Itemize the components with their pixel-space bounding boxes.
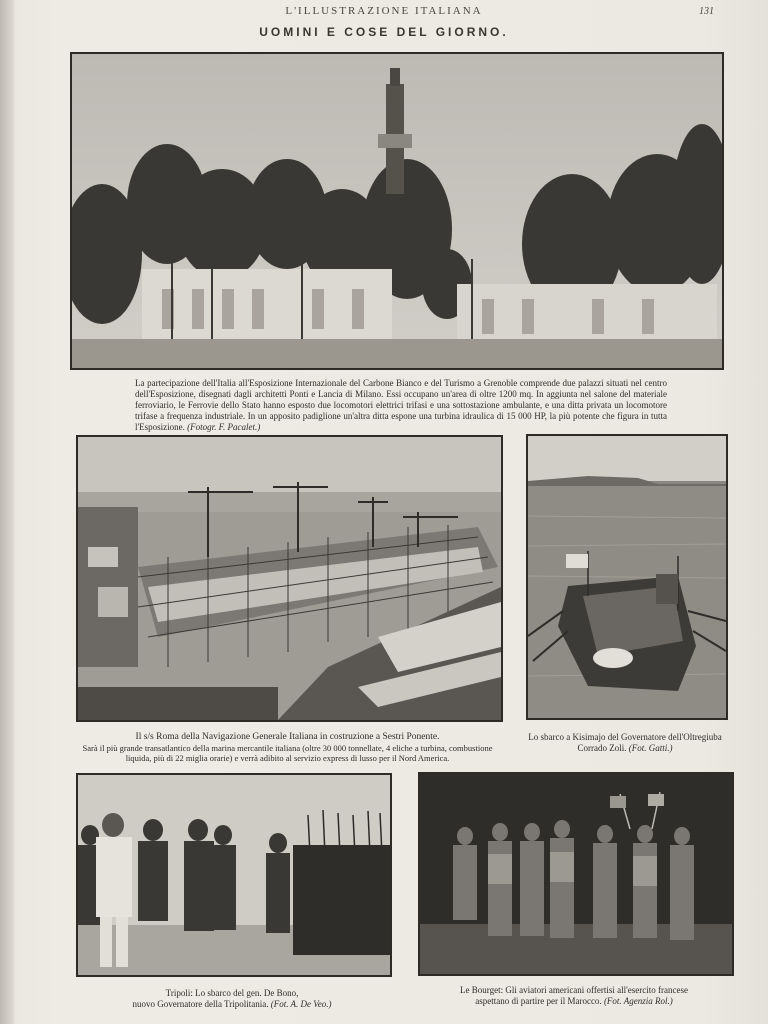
boat-image <box>528 436 726 718</box>
shipyard-image <box>78 437 501 720</box>
caption-roma <box>76 732 499 763</box>
section-title: UOMINI E COSE DEL GIORNO. <box>259 25 509 39</box>
caption-le-bourget <box>418 985 730 1007</box>
caption-tripoli-line1: Tripoli: Lo sbarco del gen. De Bono, <box>165 988 299 998</box>
photo-grenoble-exposition <box>70 52 724 370</box>
caption-kisimajo-text: Lo sbarco a Kisimajo del Governatore dell'Oltregiuba Corrado Zoli. <box>528 732 722 753</box>
aviators-image <box>420 774 732 974</box>
binding-edge <box>0 0 14 1024</box>
running-head: L'ILLUSTRAZIONE ITALIANA <box>285 5 483 17</box>
photo-tripoli-de-bono <box>76 773 392 977</box>
page-number: 131 <box>699 6 714 17</box>
caption-grenoble-credit: (Fotogr. F. Pacalet.) <box>187 422 261 432</box>
caption-roma-title: Il s/s Roma della Navigazione Generale Italiana in costruzione a Sestri Ponente. <box>135 732 440 742</box>
caption-bourget-line1: Le Bourget: Gli aviatori americani offertisi all'esercito francese <box>460 985 688 995</box>
caption-grenoble <box>135 378 667 433</box>
tripoli-image <box>78 775 390 975</box>
caption-kisimajo-credit: (Fot. Gatti.) <box>628 743 673 753</box>
caption-kisimajo <box>526 732 724 754</box>
caption-tripoli-credit: (Fot. A. De Veo.) <box>270 999 332 1009</box>
caption-tripoli-line2: nuovo Governatore della Tripolitania. <box>132 999 269 1009</box>
caption-bourget-credit: (Fot. Agenzia Rol.) <box>603 996 673 1006</box>
photo-le-bourget-aviators <box>418 772 734 976</box>
exposition-image <box>72 54 722 368</box>
caption-roma-text: Sarà il più grande transatlantico della marina mercantile italiana (oltre 30 000 tonnellate, 4 eliche a turbina, combustione liquida, più di 22 miglia orarie) e verrà adibito al servizio express di lusso per il Nord America. <box>82 743 493 763</box>
photo-ship-roma <box>76 435 503 722</box>
caption-bourget-line2: aspettano di partire per il Marocco. <box>475 996 602 1006</box>
caption-grenoble-text: La partecipazione dell'Italia all'Esposizione Internazionale del Carbone Bianco e del Turismo a Grenoble comprende due palazzi situati nel centro dell'Esposizione, disegnati dagli architetti Ponti e Lancia di Milano. Essi occupano un'area di oltre 1200 mq. In aggiunta nel salone del materiale ferroviario, le Ferrovie dello Stato hanno esposto due locomotori elettrici trifasi e una sottostazione ambulante, e una ditta privata un locomotore trifase a frequenza industriale. In un apposito padiglione un'altra ditta espone una turbina idraulica di 15 000 HP, la più potente che figura in tutta l'Esposizione. <box>135 378 667 432</box>
photo-kisimajo-landing <box>526 434 728 720</box>
caption-tripoli <box>76 988 388 1010</box>
